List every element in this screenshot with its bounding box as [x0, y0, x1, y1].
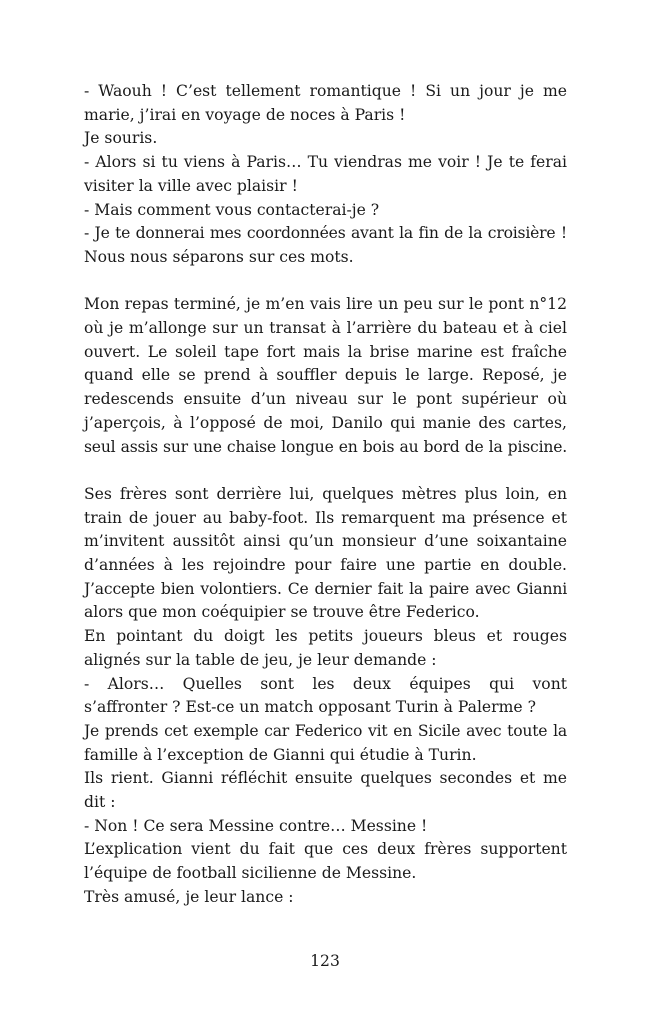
text-line: l’équipe de football sicilienne de Messine.: [84, 864, 417, 883]
body-text: [84, 80, 567, 910]
text-line: famille à l’exception de Gianni qui étudie à Turin.: [84, 745, 477, 764]
text-line: redescends ensuite d’un niveau sur le pont supérieur où: [84, 390, 567, 409]
text-line: Nous nous séparons sur ces mots.: [84, 247, 354, 266]
text-line: où je m’allonge sur un transat à l’arrière du bateau et à ciel: [84, 319, 567, 338]
text-line: - Alors si tu viens à Paris… Tu viendras me voir ! Je te ferai: [84, 153, 567, 172]
text-line: - Je te donnerai mes coordonnées avant la fin de la croisière !: [84, 224, 567, 243]
text-line: m’invitent aussitôt ainsi qu’un monsieur d’une soixantaine: [84, 532, 567, 551]
text-line: Ils rient. Gianni réfléchit ensuite quelques secondes et me: [84, 769, 567, 788]
text-line: - Mais comment vous contacterai-je ?: [84, 200, 380, 219]
text-line: - Alors… Quelles sont les deux équipes qui vont: [84, 674, 567, 693]
text-line: d’années à les rejoindre pour faire une partie en double.: [84, 556, 567, 575]
text-line: En pointant du doigt les petits joueurs bleus et rouges: [84, 627, 567, 646]
text-line: - Non ! Ce sera Messine contre… Messine !: [84, 816, 428, 835]
text-line: alors que mon coéquipier se trouve être Federico.: [84, 603, 480, 622]
text-line: L’explication vient du fait que ces deux frères supportent: [84, 840, 567, 859]
text-line: dit :: [84, 793, 116, 812]
text-line: J’accepte bien volontiers. Ce dernier fait la paire avec Gianni: [84, 579, 567, 598]
text-line: seul assis sur une chaise longue en bois au bord de la piscine.: [84, 437, 567, 456]
text-line: Je prends cet exemple car Federico vit en Sicile avec toute la: [84, 721, 567, 740]
paragraph-break: [84, 459, 567, 483]
text-line: Ses frères sont derrière lui, quelques mètres plus loin, en: [84, 484, 567, 503]
page-number: 123: [310, 952, 340, 970]
text-line: j’aperçois, à l’opposé de moi, Danilo qui manie des cartes,: [84, 413, 567, 432]
text-line: s’affronter ? Est-ce un match opposant Turin à Palerme ?: [84, 698, 536, 717]
text-line: Je souris.: [84, 129, 158, 148]
text-line: marie, j’irai en voyage de noces à Paris !: [84, 105, 406, 124]
text-line: Très amusé, je leur lance :: [84, 887, 294, 906]
text-line: alignés sur la table de jeu, je leur demande :: [84, 650, 437, 669]
text-line: train de jouer au baby-foot. Ils remarquent ma présence et: [84, 508, 567, 527]
text-line: - Waouh ! C’est tellement romantique ! Si un jour je me: [84, 82, 567, 100]
paragraph-break: [84, 270, 567, 294]
text-line: quand elle se prend à souffler depuis le large. Reposé, je: [84, 366, 567, 385]
text-line: Mon repas terminé, je m’en vais lire un peu sur le pont n°12: [84, 295, 567, 314]
text-line: ouvert. Le soleil tape fort mais la brise marine est fraîche: [84, 342, 567, 361]
text-line: visiter la ville avec plaisir !: [84, 176, 298, 195]
